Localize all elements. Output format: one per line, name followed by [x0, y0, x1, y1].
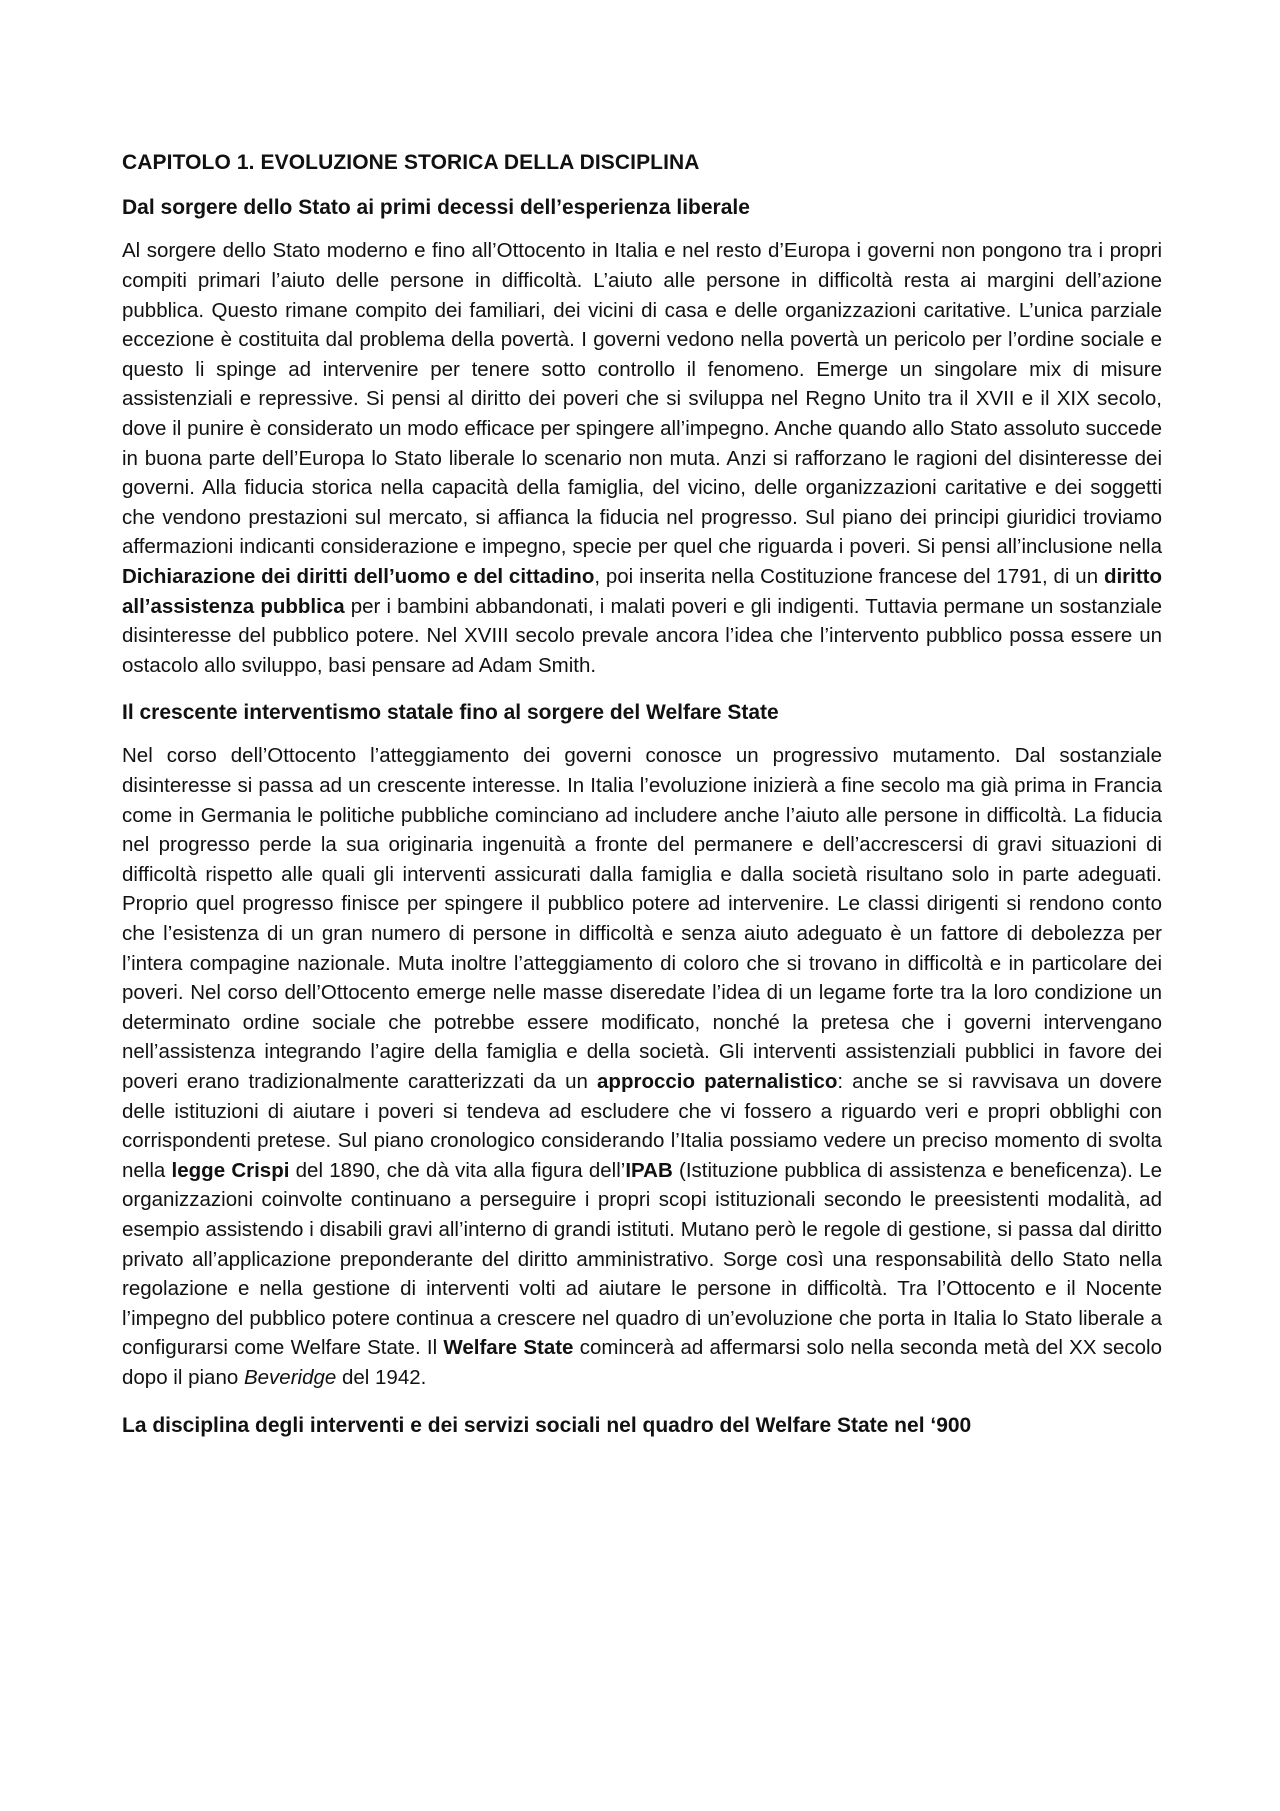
text-run: del 1890, che dà vita alla figura dell’ — [289, 1158, 626, 1182]
italic-term: Beveridge — [243, 1365, 337, 1389]
bold-term: Dichiarazione dei diritti dell’uomo e del cittadino — [122, 564, 595, 588]
bold-term: diritto all’assistenza pubblica — [122, 564, 1163, 618]
text-run: per i bambini abbandonati, i malati poveri e gli indigenti. Tuttavia permane un sostanziale disinteresse del pubblico potere. Nel XVIII secolo prevale ancora l’idea che l’intervento pubblico possa essere un ostacolo allo sviluppo, basi pensare ad Adam Smith. — [122, 594, 1163, 677]
chapter-title: CAPITOLO 1. EVOLUZIONE STORICA DELLA DISCIPLINA — [122, 151, 700, 174]
text-run: del 1942. — [336, 1365, 427, 1389]
section-heading-2: Il crescente interventismo statale fino al sorgere del Welfare State — [122, 701, 779, 725]
section-heading-1: Dal sorgere dello Stato ai primi decessi dell’esperienza liberale — [122, 196, 750, 220]
text-run: Al sorgere dello Stato moderno e fino all’Ottocento in Italia e nel resto d’Europa i governi non pongono tra i propri compiti primari l’aiuto delle persone in difficoltà. L’aiuto alle persone in difficoltà resta ai margini dell’azione pubblica. Questo rimane compito dei familiari, dei vicini di casa e delle organizzazioni caritative. L’unica parziale eccezione è costituita dal problema della povertà. I governi vedono nella povertà un pericolo per l’ordine sociale e questo li spinge ad intervenire per tenere sotto controllo il fenomeno. Emerge un singolare mix di misure assistenziali e repressive. Si pensi al diritto dei poveri che si sviluppa nel Regno Unito tra il XVII e il XIX secolo, dove il punire è considerato un modo efficace per spingere all’impegno. Anche quando allo Stato assoluto succede in buona parte dell’Europa lo Stato liberale lo scenario non muta. Anzi si rafforzano le ragioni del disinteresse dei governi. Alla fiducia storica nella capacità della famiglia, del vicino, delle organizzazioni caritative e dei soggetti che vendono prestazioni sul mercato, si affianca la fiducia nel progresso. Sul piano dei principi giuridici troviamo affermazioni indicanti considerazione e impegno, specie per quel che riguarda i poveri. Si pensi all’inclusione nella — [122, 239, 1162, 559]
text-run: , poi inserita nella Costituzione francese del 1791, di un — [594, 564, 1104, 588]
text-run: Nel corso dell’Ottocento l’atteggiamento dei governi conosce un progressivo mutamento. Dal sostanziale disinteresse si passa ad un crescente interesse. In Italia l’evoluzione inizierà a fine secolo ma già prima in Francia come in Germania le politiche pubbliche cominciano ad includere anche l’aiuto alle persone in difficoltà. La fiducia nel progresso perde la sua originaria ingenuità a fronte del permanere e dell’accrescersi di gravi situazioni di difficoltà rispetto alle quali gli interventi assicurati dalla famiglia e dalla società risultano solo in parte adeguati. Proprio quel progresso finisce per spingere il pubblico potere ad intervenire. Le classi dirigenti si rendono conto che l’esistenza di un gran numero di persone in difficoltà e senza aiuto adeguato è un fattore di debolezza per l’intera compagine nazionale. Muta inoltre l’atteggiamento di coloro che si trovano in difficoltà e in particolare dei poveri. Nel corso dell’Ottocento emerge nelle masse diseredate l’idea di un legame forte tra la loro condizione un determinato ordine sociale che potrebbe essere modificato, nonché la pretesa che i governi intervengano nell’assistenza integrando l’agire della famiglia e della società. Gli interventi assistenziali pubblici in favore dei poveri erano tradizionalmente caratterizzati da un — [122, 744, 1162, 1093]
section-2-paragraph — [122, 741, 1162, 1392]
section-1-paragraph — [122, 236, 1162, 680]
bold-term: IPAB — [625, 1158, 673, 1182]
bold-term: Welfare State — [443, 1336, 574, 1360]
document-page — [122, 150, 1162, 1454]
bold-term: legge Crispi — [171, 1158, 290, 1182]
section-heading-3: La disciplina degli interventi e dei servizi sociali nel quadro del Welfare State nel ‘900 — [122, 1413, 972, 1437]
text-run: comincerà ad affermarsi solo nella seconda metà del XX secolo dopo il piano — [122, 1336, 1162, 1389]
text-run: : anche se si ravvisava un dovere delle istituzioni di aiutare i poveri si tendeva ad escludere che vi fossero a riguardo veri e propri obblighi con corrispondenti pretese. Sul piano cronologico considerando l’Italia possiamo vedere un preciso momento di svolta nella — [122, 1070, 1163, 1182]
text-run: (Istituzione pubblica di assistenza e beneficenza). Le organizzazioni coinvolte continuano a perseguire i propri scopi istituzionali secondo le preesistenti modalità, ad esempio assistendo i disabili gravi all’interno di grandi istituti. Mutano però le regole di gestione, si passa dal diritto privato all’applicazione preponderante del diritto amministrativo. Sorge così una responsabilità dello Stato nella regolazione e nella gestione di interventi volti ad aiutare le persone in difficoltà. Tra l’Ottocento e il Nocente l’impegno del pubblico potere continua a crescere nel quadro di un’evoluzione che porta in Italia lo Stato liberale a configurarsi come Welfare State. Il — [122, 1158, 1162, 1360]
bold-term: approccio paternalistico — [597, 1070, 838, 1093]
